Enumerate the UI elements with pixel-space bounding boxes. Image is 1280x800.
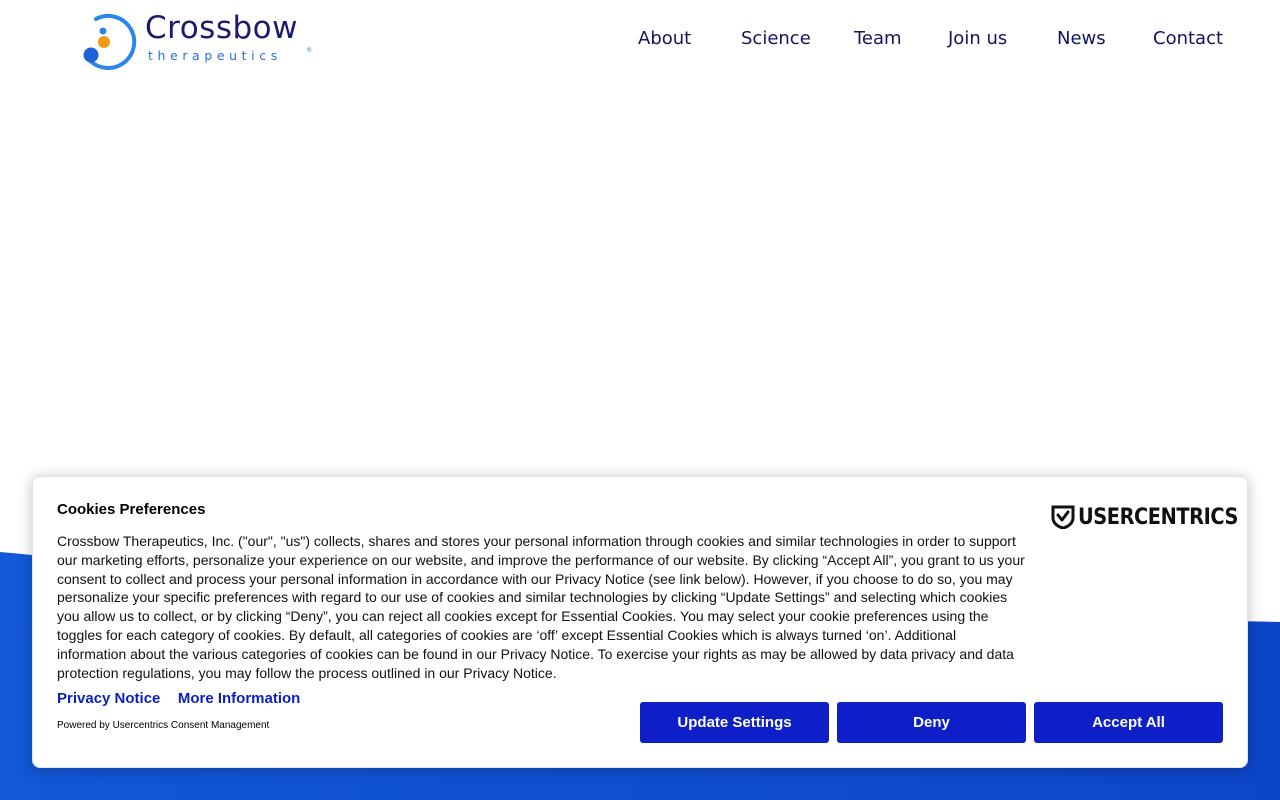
- cookie-banner-title: Cookies Preferences: [57, 501, 206, 518]
- brand-name: Crossbow: [145, 10, 298, 46]
- accept-all-button[interactable]: Accept All: [1034, 702, 1223, 743]
- usercentrics-shield-icon: [1051, 505, 1075, 529]
- nav-link-contact[interactable]: Contact: [1153, 28, 1224, 49]
- usercentrics-wordmark: USERCENTRICS: [1078, 505, 1238, 530]
- brand-tagline: therapeutics: [148, 48, 282, 63]
- powered-by-text: Powered by Usercentrics Consent Management: [57, 720, 270, 731]
- cookie-banner-links: [57, 690, 313, 710]
- nav-link-team[interactable]: Team: [854, 28, 902, 49]
- cookie-consent-banner: [32, 476, 1248, 768]
- nav-link-science[interactable]: Science: [741, 28, 811, 49]
- nav-link-news[interactable]: News: [1057, 28, 1106, 49]
- usercentrics-logo: [1051, 505, 1238, 531]
- nav-link-about[interactable]: About: [638, 28, 692, 49]
- more-information-link[interactable]: More Information: [177, 690, 301, 707]
- deny-button[interactable]: Deny: [837, 702, 1026, 743]
- privacy-notice-link[interactable]: Privacy Notice: [57, 690, 161, 707]
- nav-link-join-us[interactable]: Join us: [948, 28, 1008, 49]
- main-nav: [0, 28, 1280, 52]
- update-settings-button[interactable]: Update Settings: [640, 702, 829, 743]
- registered-mark: ®: [307, 48, 312, 54]
- site-header: [0, 0, 1280, 80]
- cookie-banner-description: Crossbow Therapeutics, Inc. ("our", "us") collects, shares and stores your personal information through cookies and similar technologies in order to support our marketing efforts, personalize your experience on our website, and improve the performance of our website. By clicking “Accept All”, you grant to us your consent to collect and process your personal information in accordance with our Privacy Notice (see link below). However, if you choose to do so, you may personalize your specific preferences with regard to our use of cookies and similar technologies by clicking “Update Settings” and selecting which cookies you allow us to collect, or by clicking “Deny”, you can reject all cookies except for Essential Cookies. You may select your cookie preferences using the toggles for each category of cookies. By default, all categories of cookies are ‘off’ except Essential Cookies which is always turned ‘on’. Additional information about the various categories of cookies can be found in our Privacy Notice. To exercise your rights as may be allowed by data privacy and data protection regulations, you may follow the process outlined in our Privacy Notice.: [57, 533, 1025, 681]
